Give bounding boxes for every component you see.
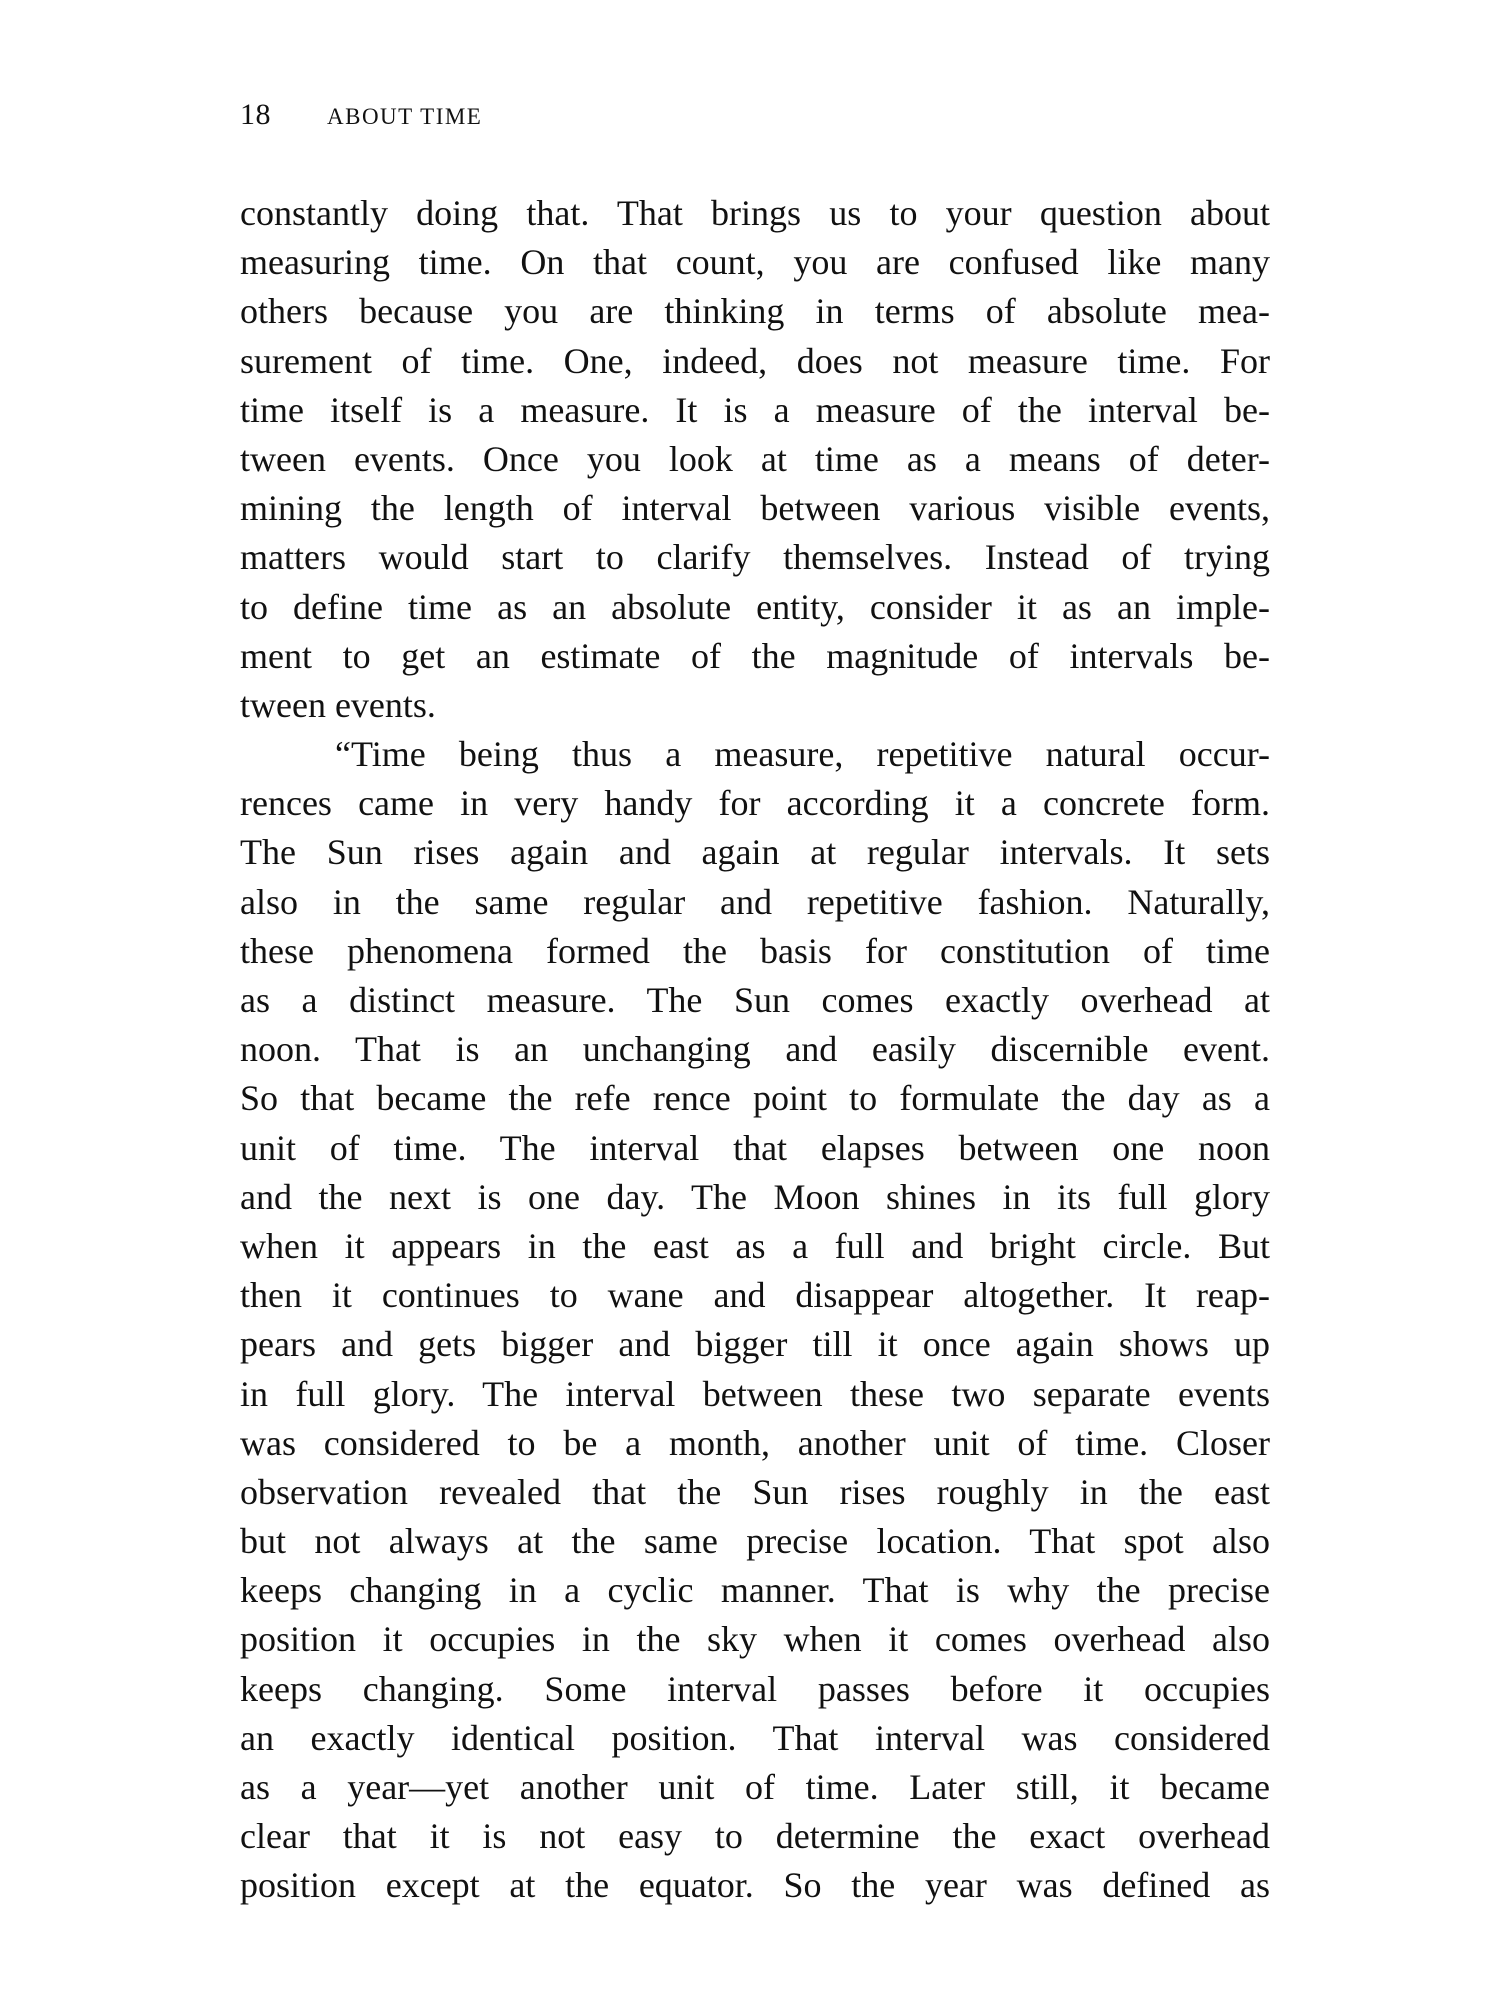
text-line: in full glory. The interval between these two separate events — [240, 1373, 1270, 1414]
text-line: position it occupies in the sky when it comes overhead also — [240, 1619, 1270, 1660]
paragraph-start-line: “Time being thus a measure, repetitive natural occur- — [335, 734, 1270, 775]
text-line: The Sun rises again and again at regular intervals. It sets — [240, 832, 1270, 873]
text-line: was considered to be a month, another unit of time. Closer — [240, 1422, 1270, 1463]
text-line: So that became the refe rence point to formulate the day as a — [240, 1078, 1270, 1119]
text-line: also in the same regular and repetitive fashion. Naturally, — [240, 881, 1270, 922]
text-line: keeps changing in a cyclic manner. That is why the precise — [240, 1570, 1270, 1611]
text-line: clear that it is not easy to determine the exact overhead — [240, 1816, 1270, 1857]
text-line: pears and gets bigger and bigger till it once again shows up — [240, 1324, 1270, 1365]
paragraph-end-line: tween events. — [240, 684, 436, 725]
text-line: others because you are thinking in terms of absolute mea- — [240, 291, 1270, 332]
text-line: constantly doing that. That brings us to your question about — [240, 193, 1270, 233]
running-title: ABOUT TIME — [327, 104, 483, 129]
text-line: measuring time. On that count, you are confused like many — [240, 242, 1270, 283]
text-line: when it appears in the east as a full and bright circle. But — [240, 1225, 1270, 1266]
text-line: as a year—yet another unit of time. Later still, it became — [240, 1767, 1270, 1807]
running-head — [240, 98, 482, 138]
text-line: matters would start to clarify themselves. Instead of trying — [240, 537, 1270, 578]
text-line: unit of time. The interval that elapses between one noon — [240, 1127, 1270, 1168]
text-line: surement of time. One, indeed, does not measure time. For — [240, 340, 1270, 381]
text-line: and the next is one day. The Moon shines in its full glory — [240, 1176, 1270, 1217]
text-line: noon. That is an unchanging and easily discernible event. — [240, 1029, 1270, 1070]
text-line: observation revealed that the Sun rises roughly in the east — [240, 1471, 1270, 1512]
text-line: but not always at the same precise location. That spot also — [240, 1521, 1270, 1562]
text-line: an exactly identical position. That interval was considered — [240, 1717, 1270, 1758]
text-line: these phenomena formed the basis for constitution of time — [240, 930, 1270, 971]
text-line: to define time as an absolute entity, consider it as an imple- — [240, 586, 1270, 627]
text-line: position except at the equator. So the year was defined as — [240, 1865, 1270, 1906]
text-line: keeps changing. Some interval passes before it occupies — [240, 1668, 1270, 1709]
text-line: as a distinct measure. The Sun comes exactly overhead at — [240, 980, 1270, 1020]
text-line: tween events. Once you look at time as a means of deter- — [240, 438, 1270, 479]
body-text — [240, 189, 1270, 1911]
text-line: rences came in very handy for according it a concrete form. — [240, 783, 1270, 824]
text-line: ment to get an estimate of the magnitude of intervals be- — [240, 635, 1270, 676]
text-line: then it continues to wane and disappear altogether. It reap- — [240, 1275, 1270, 1316]
page-number: 18 — [240, 98, 271, 131]
text-line: time itself is a measure. It is a measure of the interval be- — [240, 389, 1270, 430]
text-line: mining the length of interval between various visible events, — [240, 488, 1270, 529]
